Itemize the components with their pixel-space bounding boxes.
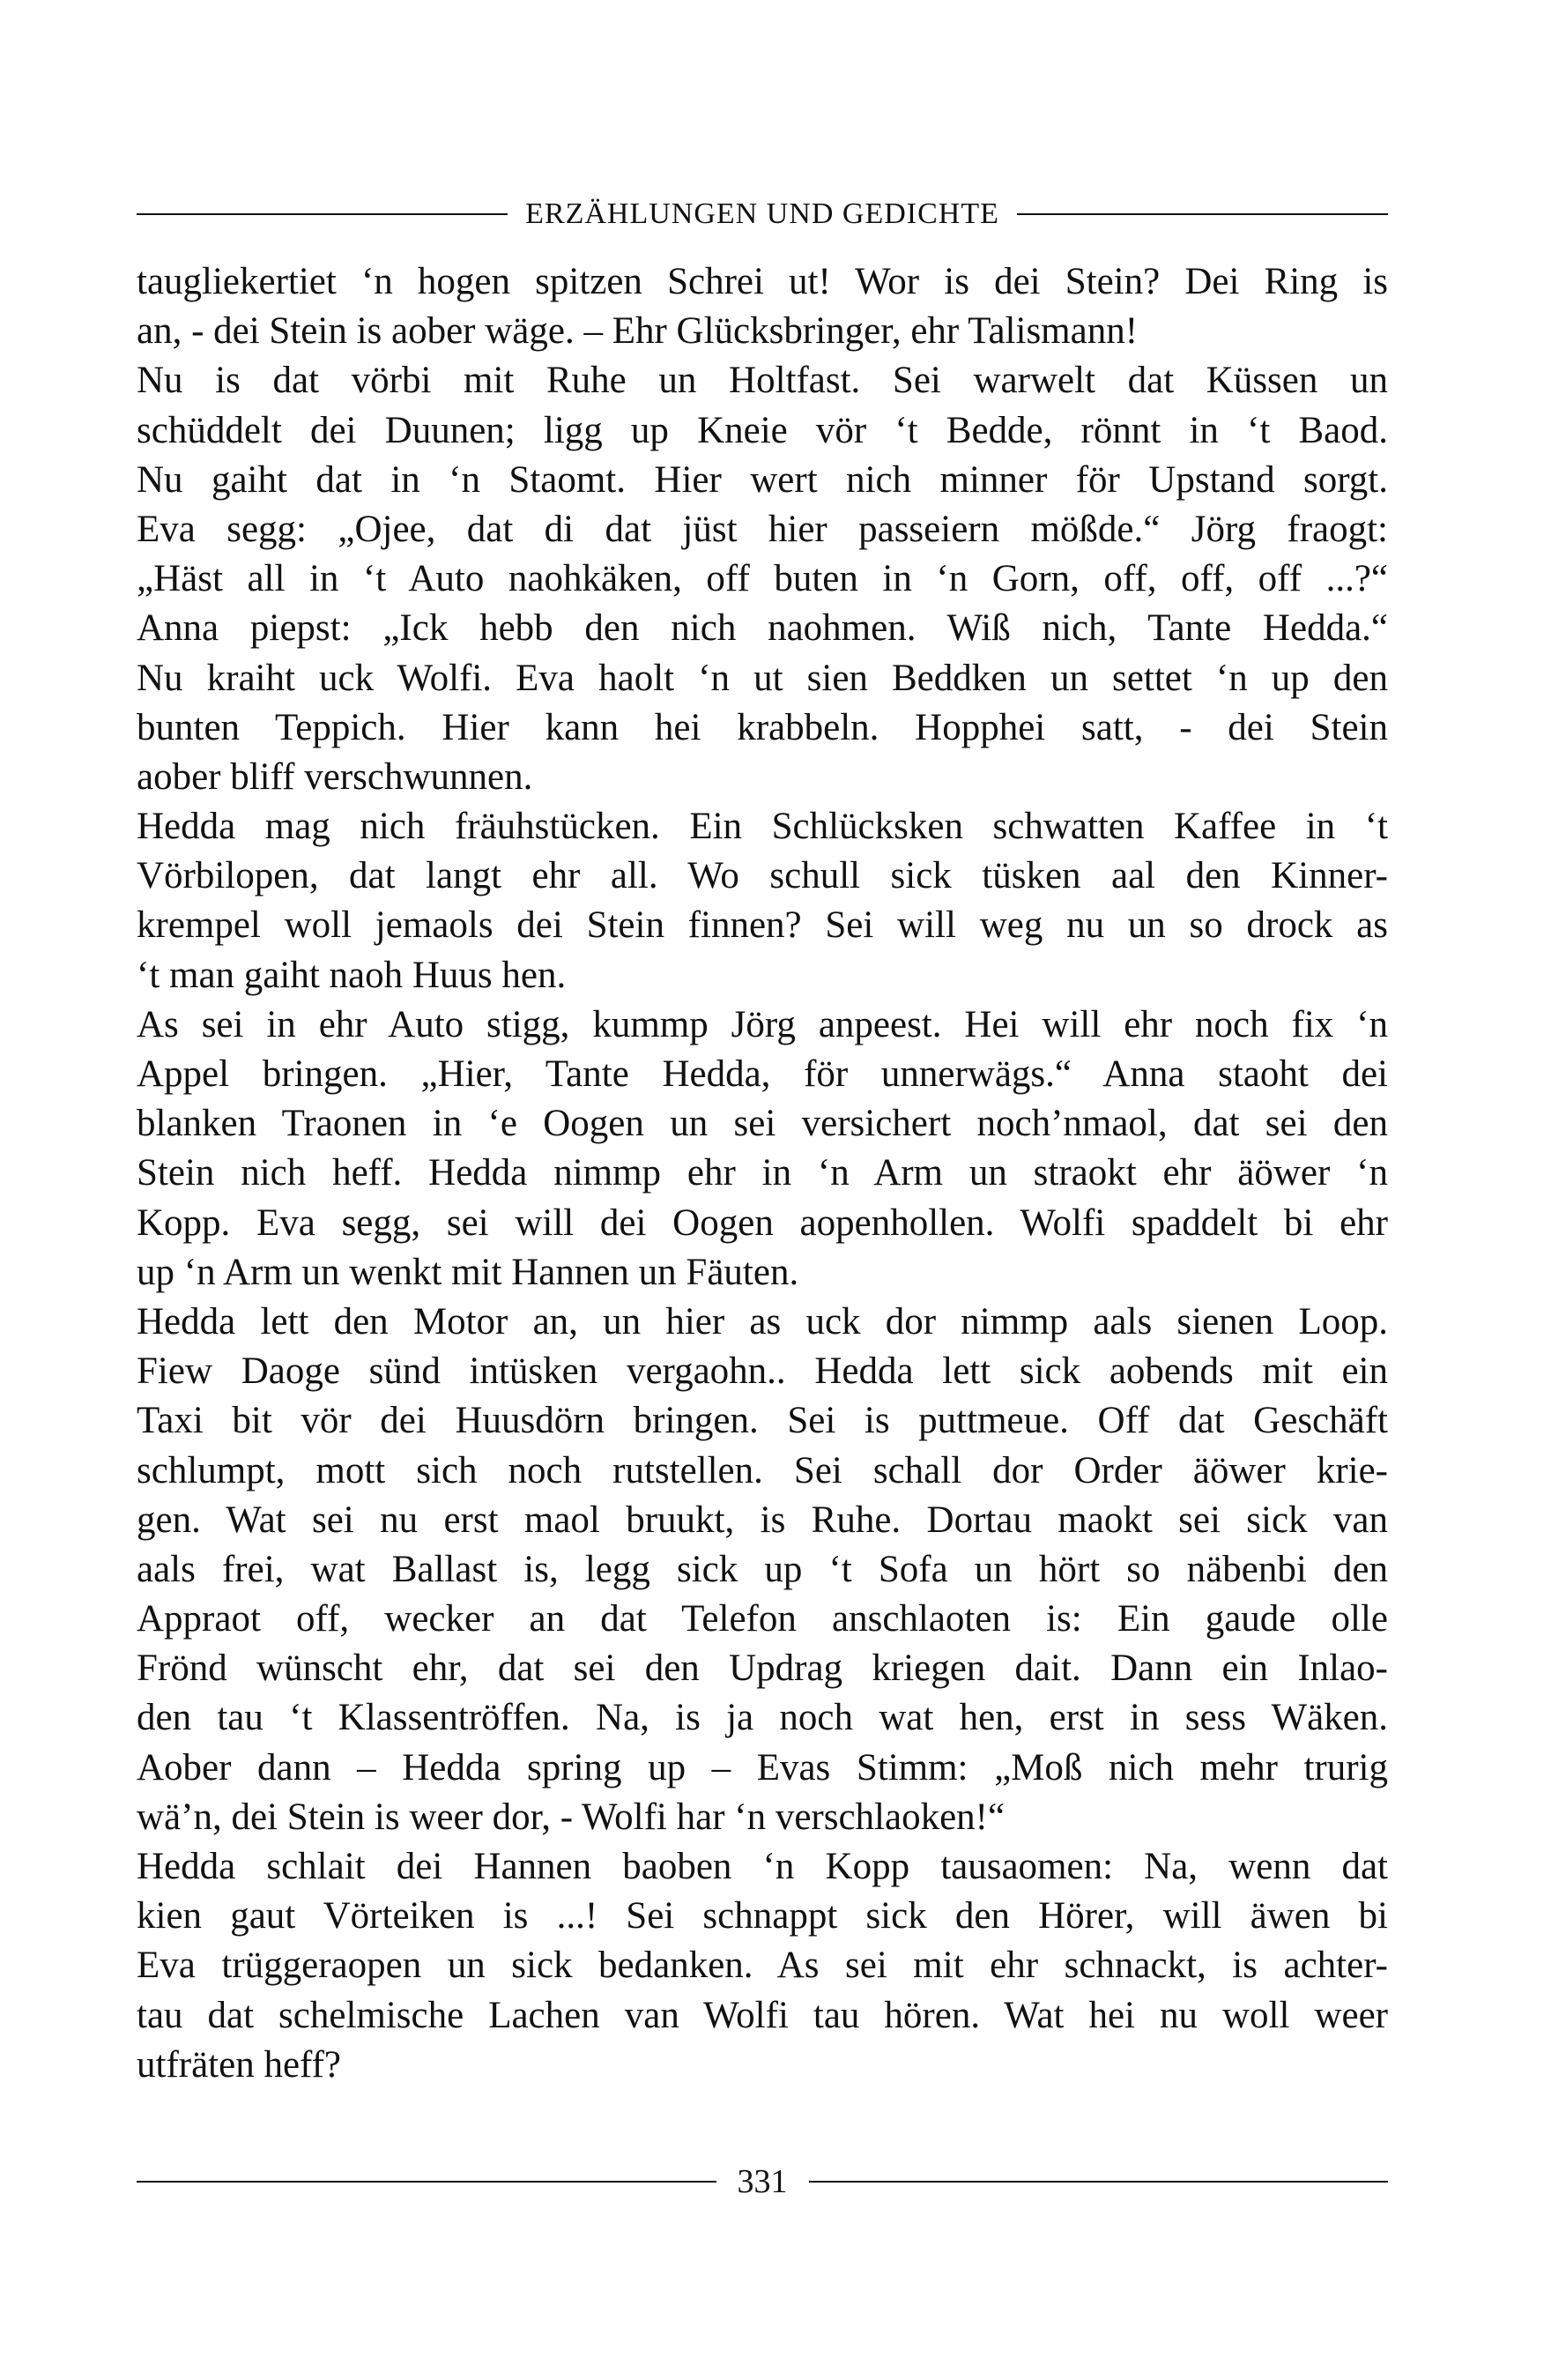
text-line: blanken Traonen in ‘e Oogen un sei versichert noch’nmaol, dat sei den bbox=[137, 1103, 1388, 1145]
running-header-title: ERZÄHLUNGEN UND GEDICHTE bbox=[525, 197, 999, 230]
text-line: Taxi bit vör dei Huusdörn bringen. Sei is puttmeue. Off dat Geschäft bbox=[137, 1400, 1388, 1442]
text-line: Hedda lett den Motor an, un hier as uck dor nimmp aals sienen Loop. bbox=[137, 1300, 1388, 1342]
text-line: Appraot off, wecker an dat Telefon anschlaoten is: Ein gaude olle bbox=[137, 1598, 1388, 1640]
text-line: aals frei, wat Ballast is, legg sick up ‘t Sofa un hört so näbenbi den bbox=[137, 1548, 1388, 1590]
text-line: Eva segg: „Ojee, dat di dat jüst hier passeiern mößde.“ Jörg fraogt: bbox=[137, 508, 1388, 550]
page-number: 331 bbox=[737, 2163, 788, 2200]
text-line: bunten Teppich. Hier kann hei krabbeln. Hopphei satt, - dei Stein bbox=[137, 706, 1388, 748]
text-line: Hedda schlait dei Hannen baoben ‘n Kopp tausaomen: Na, wenn dat bbox=[137, 1846, 1388, 1887]
text-line: Hedda mag nich fräuhstücken. Ein Schlücksken schwatten Kaffee in ‘t bbox=[137, 806, 1388, 848]
text-line: tau dat schelmische Lachen van Wolfi tau hören. Wat hei nu woll weer bbox=[137, 1994, 1388, 2036]
text-line: taugliekertiet ‘n hogen spitzen Schrei ut! Wor is dei Stein? Dei Ring is bbox=[137, 261, 1388, 302]
text-line: As sei in ehr Auto stigg, kummp Jörg anpeest. Hei will ehr noch fix ‘n bbox=[137, 1003, 1388, 1045]
text-line: den tau ‘t Klassentröffen. Na, is ja noch wat hen, erst in sess Wäken. bbox=[137, 1697, 1388, 1739]
text-line: „Häst all in ‘t Auto naohkäken, off buten in ‘n Gorn, off, off, off ...?“ bbox=[137, 558, 1388, 600]
footer-rule-right bbox=[809, 2181, 1389, 2183]
text-line: up ‘n Arm un wenkt mit Hannen un Fäuten. bbox=[137, 1251, 799, 1293]
text-line: ‘t man gaiht naoh Huus hen. bbox=[137, 954, 567, 996]
text-line: an, - dei Stein is aober wäge. – Ehr Glücksbringer, ehr Talismann! bbox=[137, 310, 1139, 353]
text-line: wä’n, dei Stein is weer dor, - Wolfi har ‘n verschlaoken!“ bbox=[137, 1796, 1006, 1838]
text-line: Nu kraiht uck Wolfi. Eva haolt ‘n ut sien Beddken un settet ‘n up den bbox=[137, 657, 1388, 699]
text-line: aober bliff verschwunnen. bbox=[137, 755, 533, 798]
text-line: Anna piepst: „Ick hebb den nich naohmen. Wiß nich, Tante Hedda.“ bbox=[137, 607, 1388, 650]
text-line: Eva trüggeraopen un sick bedanken. As sei mit ehr schnackt, is achter- bbox=[137, 1945, 1388, 1987]
running-header bbox=[137, 192, 1388, 236]
footer-rule-left bbox=[137, 2181, 716, 2183]
text-line: schüddelt dei Duunen; ligg up Kneie vör ‘t Bedde, rönnt in ‘t Baod. bbox=[137, 409, 1388, 451]
text-line: utfräten heff? bbox=[137, 2043, 341, 2086]
page-footer bbox=[137, 2151, 1388, 2213]
text-line: Nu gaiht dat in ‘n Staomt. Hier wert nich minner för Upstand sorgt. bbox=[137, 458, 1388, 501]
text-line: Stein nich heff. Hedda nimmp ehr in ‘n Arm un straokt ehr äöwer ‘n bbox=[137, 1152, 1388, 1194]
body-text bbox=[137, 257, 1388, 2090]
text-line: schlumpt, mott sich noch rutstellen. Sei schall dor Order äöwer krie- bbox=[137, 1449, 1388, 1491]
text-line: Vörbilopen, dat langt ehr all. Wo schull sick tüsken aal den Kinner- bbox=[137, 855, 1388, 897]
text-line: gen. Wat sei nu erst maol bruukt, is Ruhe. Dortau maokt sei sick van bbox=[137, 1499, 1388, 1541]
header-rule-left bbox=[137, 213, 508, 215]
text-line: Nu is dat vörbi mit Ruhe un Holtfast. Sei warwelt dat Küssen un bbox=[137, 360, 1388, 402]
text-line: kien gaut Vörteiken is ...! Sei schnappt sick den Hörer, will äwen bi bbox=[137, 1895, 1388, 1937]
text-line: Fiew Daoge sünd intüsken vergaohn.. Hedda lett sick aobends mit ein bbox=[137, 1350, 1388, 1393]
text-line: Kopp. Eva segg, sei will dei Oogen aopenhollen. Wolfi spaddelt bi ehr bbox=[137, 1201, 1388, 1244]
text-line: Appel bringen. „Hier, Tante Hedda, för unnerwägs.“ Anna staoht dei bbox=[137, 1053, 1388, 1095]
text-line: krempel woll jemaols dei Stein finnen? Sei will weg nu un so drock as bbox=[137, 904, 1388, 947]
text-line: Frönd wünscht ehr, dat sei den Updrag kriegen dait. Dann ein Inlao- bbox=[137, 1647, 1388, 1690]
header-rule-right bbox=[1017, 213, 1388, 215]
text-line: Aober dann – Hedda spring up – Evas Stimm: „Moß nich mehr trurig bbox=[137, 1746, 1388, 1789]
